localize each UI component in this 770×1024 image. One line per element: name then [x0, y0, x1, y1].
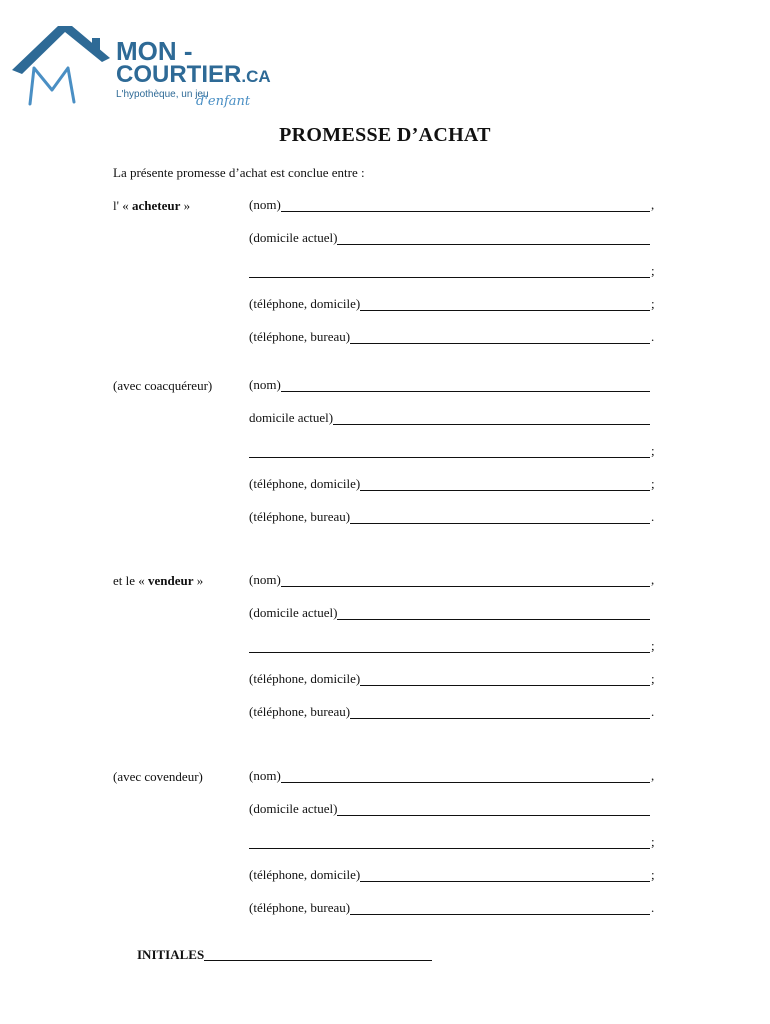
fill-line [281, 572, 650, 587]
logo-mon-text: MON - [116, 36, 193, 66]
field-punctuation [650, 621, 659, 622]
field-punctuation: ; [651, 263, 655, 278]
field-punctuation [650, 817, 659, 818]
field-punctuation [650, 393, 659, 394]
field-punctuation [650, 246, 659, 247]
field-vendeur-1[interactable] [249, 606, 659, 622]
field-punctuation: ; [651, 443, 655, 458]
fill-line [337, 801, 650, 816]
section-label-covendeur: (avec covendeur) [113, 769, 203, 784]
fill-line [333, 410, 650, 425]
field-label: (nom) [249, 572, 281, 587]
field-label: (téléphone, bureau) [249, 900, 351, 915]
field-label: (domicile actuel) [249, 605, 338, 620]
field-covendeur-4[interactable] [249, 901, 659, 917]
field-punctuation: ; [651, 671, 655, 686]
field-punctuation: ; [651, 867, 655, 882]
fill-line [360, 671, 650, 686]
fill-line [249, 834, 650, 849]
field-label: (téléphone, bureau) [249, 329, 351, 344]
fill-line [350, 329, 650, 344]
field-acheteur-0[interactable] [249, 198, 659, 214]
initiales-label: INITIALES [137, 947, 205, 962]
field-label: (téléphone, domicile) [249, 296, 361, 311]
field-acheteur-3[interactable] [249, 297, 659, 313]
logo-tagline-script: d'enfant [196, 94, 251, 109]
page-title: PROMESSE D’ACHAT [279, 124, 491, 146]
field-punctuation: , [651, 768, 655, 783]
fill-line [350, 900, 650, 915]
fill-line [360, 476, 650, 491]
section-label-vendeur: et le « vendeur » [113, 573, 204, 588]
field-vendeur-3[interactable] [249, 672, 659, 688]
field-label: (téléphone, domicile) [249, 476, 361, 491]
fill-line [281, 377, 650, 392]
initiales-field[interactable] [137, 946, 432, 963]
fill-line [350, 509, 650, 524]
fill-line [360, 867, 650, 882]
intro-text: La présente promesse d’achat est conclue entre : [113, 165, 365, 180]
field-punctuation: ; [651, 638, 655, 653]
field-punctuation: . [651, 704, 655, 719]
field-coacquereur-2[interactable] [249, 444, 659, 460]
logo-courtier-text: COURTIER.CA [116, 61, 271, 88]
fill-line [249, 443, 650, 458]
section-label-acheteur: l' « acheteur » [113, 198, 191, 213]
field-label: (téléphone, domicile) [249, 867, 361, 882]
field-label: (nom) [249, 377, 281, 392]
field-punctuation [650, 426, 659, 427]
field-vendeur-2[interactable] [249, 639, 659, 655]
field-covendeur-1[interactable] [249, 802, 659, 818]
field-label: (nom) [249, 197, 281, 212]
field-label: (nom) [249, 768, 281, 783]
fill-line [337, 230, 650, 245]
fill-line [281, 768, 650, 783]
field-label: (téléphone, bureau) [249, 509, 351, 524]
field-punctuation: . [651, 900, 655, 915]
field-label: (téléphone, bureau) [249, 704, 351, 719]
fill-line [249, 638, 650, 653]
field-label: (domicile actuel) [249, 230, 338, 245]
field-label: (domicile actuel) [249, 801, 338, 816]
field-coacquereur-3[interactable] [249, 477, 659, 493]
field-label: (téléphone, domicile) [249, 671, 361, 686]
field-vendeur-4[interactable] [249, 705, 659, 721]
field-covendeur-3[interactable] [249, 868, 659, 884]
fill-line [281, 197, 650, 212]
field-coacquereur-1[interactable] [249, 411, 659, 427]
logo-tagline: L'hypothèque, un jeu [116, 89, 209, 100]
field-coacquereur-0[interactable] [249, 378, 659, 394]
section-label-coacquereur: (avec coacquéreur) [113, 378, 213, 393]
fill-line [249, 263, 650, 278]
field-punctuation: . [651, 509, 655, 524]
fill-line [337, 605, 650, 620]
field-vendeur-0[interactable] [249, 573, 659, 589]
field-punctuation: , [651, 197, 655, 212]
field-coacquereur-4[interactable] [249, 510, 659, 526]
field-punctuation: , [651, 572, 655, 587]
initiales-line [204, 946, 432, 961]
field-covendeur-0[interactable] [249, 769, 659, 785]
field-acheteur-1[interactable] [249, 231, 659, 247]
field-label: domicile actuel) [249, 410, 334, 425]
field-covendeur-2[interactable] [249, 835, 659, 851]
fill-line [350, 704, 650, 719]
field-acheteur-4[interactable] [249, 330, 659, 346]
field-punctuation: ; [651, 476, 655, 491]
fill-line [360, 296, 650, 311]
house-logo-icon [10, 18, 120, 110]
field-punctuation: . [651, 329, 655, 344]
logo [10, 18, 270, 110]
field-punctuation: ; [651, 296, 655, 311]
field-acheteur-2[interactable] [249, 264, 659, 280]
field-punctuation: ; [651, 834, 655, 849]
